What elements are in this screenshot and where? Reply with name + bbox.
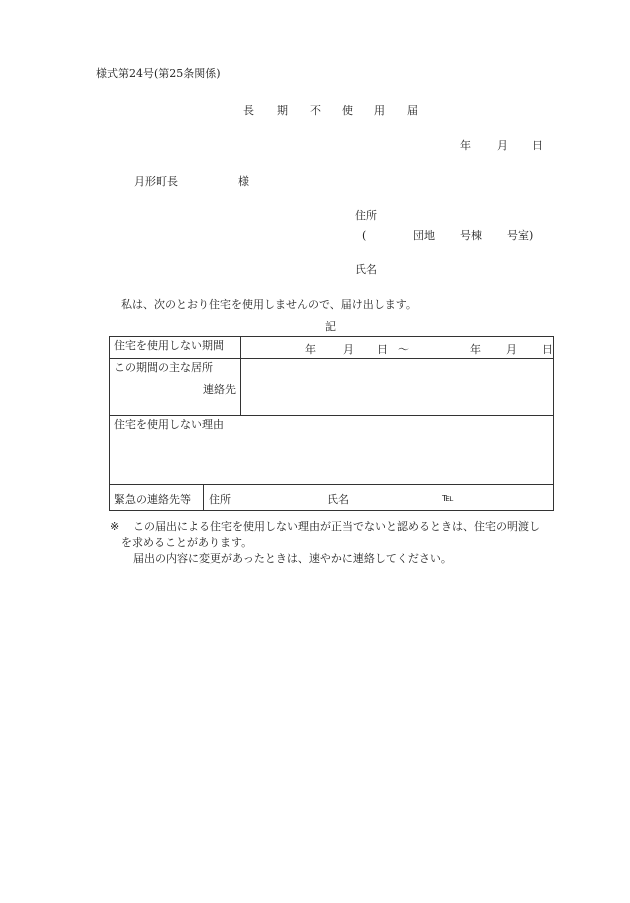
emergency-address-label: 住所 (209, 493, 231, 506)
applicant-danchi: 団地 (413, 229, 435, 242)
emergency-divider (203, 485, 204, 510)
table-row (110, 485, 554, 511)
emergency-cell (110, 485, 554, 511)
ki-label: 記 (325, 320, 336, 333)
period-label: 住宅を使用しない期間 (110, 337, 241, 359)
period-to-month: 月 (506, 343, 517, 356)
title-char: 不 (310, 104, 321, 117)
residence-label (110, 359, 241, 416)
statement-text: 私は、次のとおり住宅を使用しませんので、届け出します。 (121, 298, 417, 311)
period-tilde: ～ (398, 343, 409, 356)
table-row (110, 337, 554, 359)
date-month: 月 (497, 139, 508, 152)
table-row (110, 359, 554, 416)
applicant-address-label: 住所 (355, 209, 377, 222)
date-day: 日 (532, 139, 543, 152)
reason-cell[interactable] (110, 416, 554, 485)
emergency-name-label: 氏名 (327, 493, 349, 506)
residence-label-line1: この期間の主な居所 (114, 361, 213, 374)
period-from-month: 月 (343, 343, 354, 356)
note-mark: ※ (110, 520, 120, 533)
period-to-year: 年 (470, 343, 481, 356)
title-char: 届 (407, 104, 418, 117)
table-row (110, 416, 554, 485)
applicant-name-label: 氏名 (355, 263, 377, 276)
applicant-open-paren: ( (362, 229, 367, 242)
emergency-label: 緊急の連絡先等 (114, 493, 191, 506)
period-from-day: 日 (377, 343, 388, 356)
period-cell (241, 337, 554, 359)
period-from-year: 年 (305, 343, 316, 356)
residence-input-cell[interactable] (241, 359, 554, 416)
period-to-day: 日 (542, 343, 553, 356)
addressee-honorific: 様 (238, 175, 249, 188)
addressee-name: 月形町長 (134, 175, 178, 188)
emergency-tel-label: ℡ (442, 491, 454, 504)
note1-line1: この届出による住宅を使用しない理由が正当でないと認めるときは、住宅の明渡し (133, 520, 540, 533)
applicant-gotou: 号棟 (460, 229, 482, 242)
title-char: 長 (243, 104, 254, 117)
reason-label: 住宅を使用しない理由 (114, 418, 224, 431)
date-year: 年 (460, 139, 471, 152)
title-char: 使 (342, 104, 353, 117)
record-table (109, 336, 554, 511)
form-number: 様式第24号(第25条関係) (96, 67, 221, 80)
title-char: 用 (374, 104, 385, 117)
title-char: 期 (277, 104, 288, 117)
applicant-goushitsu: 号室) (507, 229, 534, 242)
note2: 届出の内容に変更があったときは、速やかに連絡してください。 (133, 552, 452, 565)
note1-line2: を求めることがあります。 (121, 536, 253, 549)
residence-label-line2: 連絡先 (203, 383, 236, 396)
